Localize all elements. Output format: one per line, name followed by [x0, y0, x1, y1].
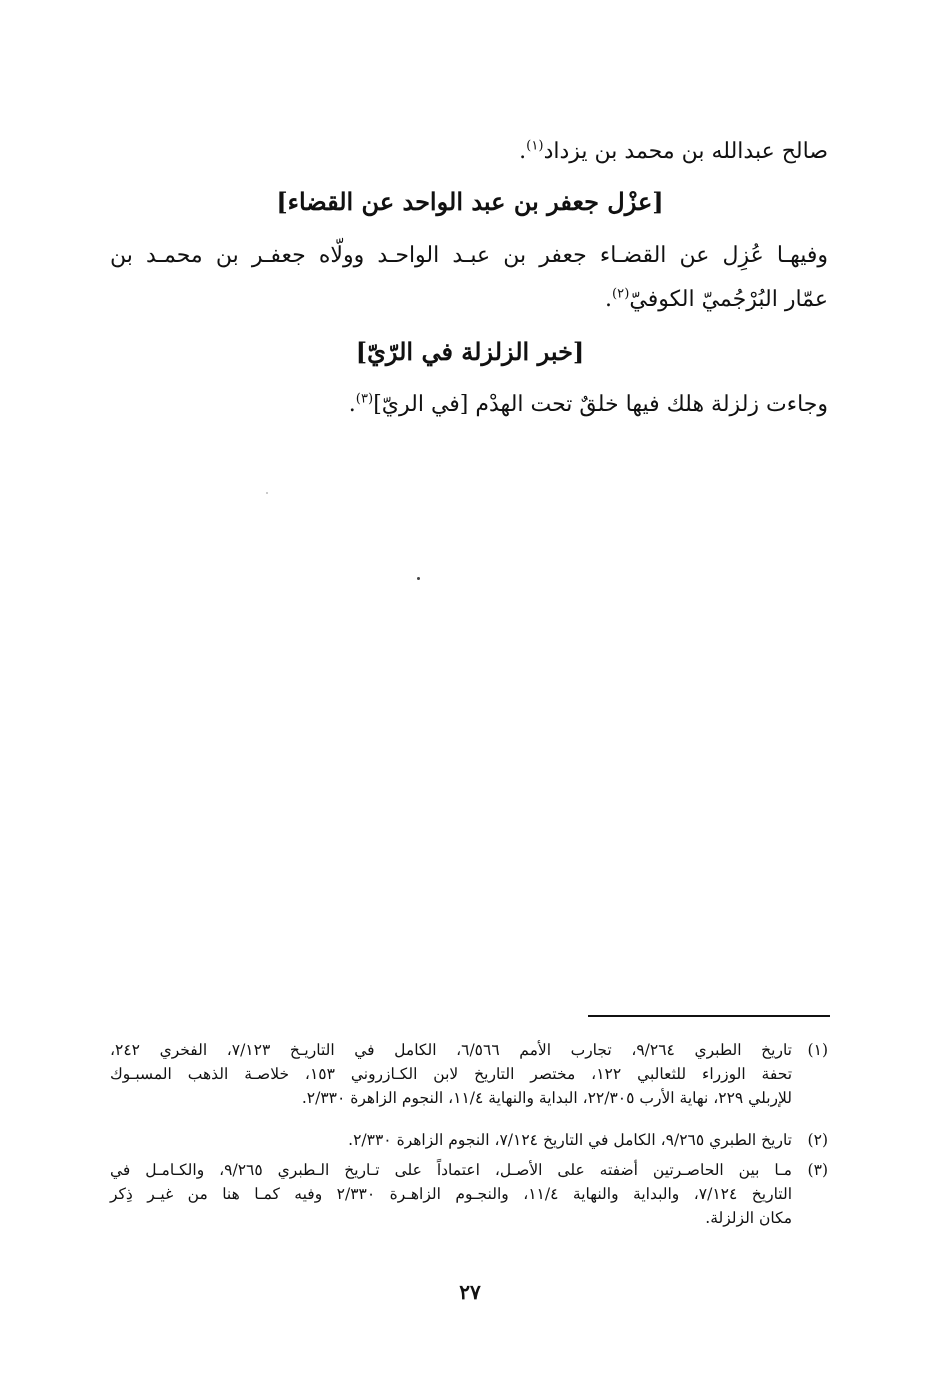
- footnote-ref-1[interactable]: (١): [526, 138, 544, 154]
- footnote-number: (٢): [807, 1131, 828, 1149]
- footnote-line: مكان الزلزلة.: [705, 1209, 792, 1227]
- footnote-1: [110, 1038, 828, 1110]
- footnote-separator: [588, 1015, 830, 1017]
- footnote-line: تحفة الوزراء للثعالبي ١٢٢، مختصر التاريخ لابن الكـازروني ١٥٣، خلاصـة الذهب المسبـوك: [110, 1065, 793, 1083]
- period: .: [519, 139, 527, 164]
- footnote-ref-3[interactable]: (٣): [355, 391, 374, 407]
- body-line-4: [110, 388, 828, 422]
- footnote-number: (٣): [807, 1161, 828, 1179]
- body-line-3: [110, 283, 828, 317]
- body-line-1: [110, 135, 828, 169]
- footnote-line: للإربلي ٢٢٩، نهاية الأرب ٢٢/٣٠٥، البداية والنهاية ١١/٤، النجوم الزاهرة ٢/٣٣٠.: [301, 1089, 792, 1107]
- footnote-2: [110, 1128, 828, 1152]
- page-number: ٢٧: [459, 1280, 481, 1304]
- period: .: [605, 287, 612, 312]
- footnote-line: التاريخ ٧/١٢٤، والبداية والنهاية ١١/٤، والنجـوم الزاهـرة ٢/٣٣٠ وفيه كمـا هنا من غيـر ذِكر: [110, 1185, 792, 1203]
- period: .: [348, 392, 356, 417]
- body-line-2: وفيهـا عُزِل عن القضـاء جعفر بن عبـد الواحـد وولّاه جعفـر بن محمـد بن: [110, 243, 828, 268]
- footnote-line: مـا بين الحاصـرتين أضفته على الأصـل، اعتماداً على تـاريخ الـطبري ٩/٢٦٥، والكـامـل في: [110, 1161, 792, 1179]
- body-text: وجاءت زلزلة هلك فيها خلقٌ تحت الهدْم [في الريّ]: [373, 392, 828, 417]
- footnote-3: [110, 1158, 828, 1230]
- footnote-ref-2[interactable]: (٢): [612, 286, 630, 302]
- scan-speck: [417, 577, 420, 580]
- section-heading-1: [عزْل جعفر بن عبد الواحد عن القضاء]: [276, 187, 664, 216]
- body-text: عمّار البُرْجُميّ الكوفيّ: [629, 287, 828, 312]
- section-heading-2: [خبر الزلزلة في الرّيّ]: [355, 337, 585, 366]
- scan-speck: [266, 492, 268, 494]
- footnote-line: تاريخ الطبري ٩/٢٦٥، الكامل في التاريخ ٧/١٢٤، النجوم الزاهرة ٢/٣٣٠.: [348, 1131, 792, 1149]
- body-text: صالح عبدالله بن محمد بن يزداد: [543, 139, 828, 164]
- footnote-number: (١): [807, 1041, 828, 1059]
- footnote-line: تاريخ الطبري ٩/٢٦٤، تجارب الأمم ٦/٥٦٦، الكامل في التاريـخ ٧/١٢٣، الفخري ٢٤٢،: [110, 1041, 792, 1059]
